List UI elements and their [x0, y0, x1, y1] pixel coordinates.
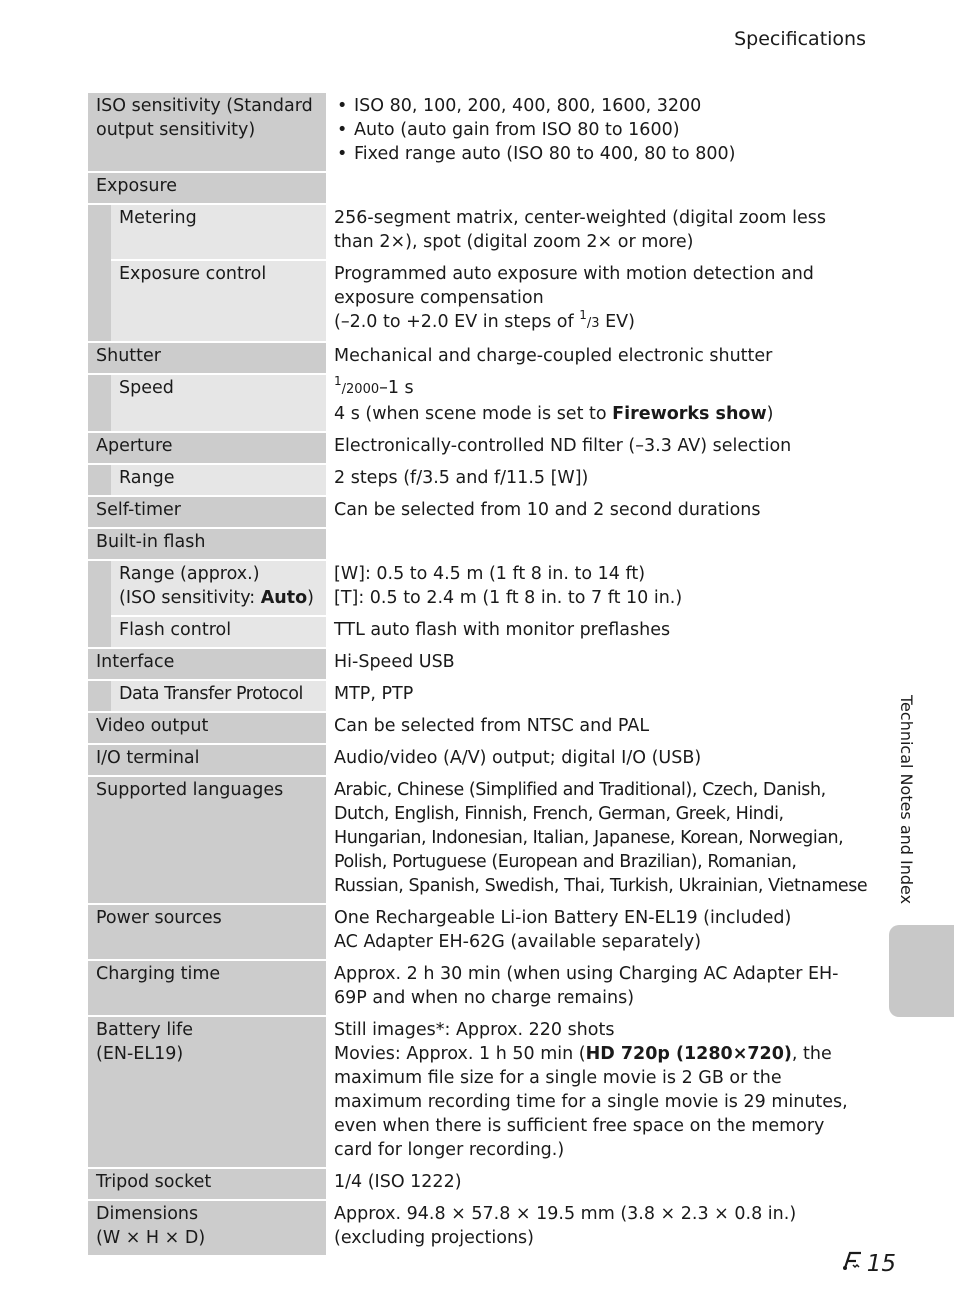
spec-sublabel: Exposure control	[111, 260, 326, 342]
spec-value: MTP, PTP	[326, 680, 868, 712]
specifications-table	[88, 93, 868, 1257]
spec-row-io-terminal	[88, 744, 868, 776]
spec-sublabel: Metering	[111, 204, 326, 260]
spec-value: 2 steps (f/3.5 and f/11.5 [W])	[326, 464, 868, 496]
spec-value: Hi-Speed USB	[326, 648, 868, 680]
spec-row-built-in-flash	[88, 528, 868, 560]
spec-label: Built-in flash	[88, 528, 326, 560]
list-item: • Auto (auto gain from ISO 80 to 1600)	[334, 118, 868, 142]
spec-label: ISO sensitivity (Standard output sensitivity)	[88, 93, 326, 172]
spec-sublabel: Range (approx.)	[119, 564, 260, 584]
spec-row-power-sources	[88, 904, 868, 960]
spec-sublabel: Speed	[111, 374, 326, 432]
spec-label: Power sources	[88, 904, 326, 960]
spec-label: Supported languages	[88, 776, 326, 904]
spec-label: Dimensions	[96, 1204, 199, 1224]
spec-value: Still images*: Approx. 220 shots	[334, 1020, 615, 1040]
spec-sublabel: Data Transfer Protocol	[111, 680, 326, 712]
spec-value: Programmed auto exposure with motion detection and exposure compensation	[334, 264, 814, 308]
spec-value: Electronically-controlled ND filter (–3.3 AV) selection	[326, 432, 868, 464]
list-item: • ISO 80, 100, 200, 400, 800, 1600, 3200	[334, 94, 868, 118]
spec-value: TTL auto flash with monitor preflashes	[326, 616, 868, 648]
spec-row-supported-languages	[88, 776, 868, 904]
spec-value: Can be selected from 10 and 2 second durations	[326, 496, 868, 528]
spec-label-line: (W × H × D)	[96, 1228, 206, 1248]
spec-row-iso	[88, 93, 868, 172]
spec-row-dimensions	[88, 1200, 868, 1256]
spec-value: Arabic, Chinese (Simplified and Traditional), Czech, Danish, Dutch, English, Finnish, French, German, Greek, Hindi, Hungarian, Indonesian, Italian, Japanese, Korean, Norwegian, Polish, Portuguese (European and Brazilian), Romanian, Russian, Spanish, Swedish, Thai, Turkish, Ukrainian, Vietnamese	[326, 776, 868, 904]
spec-row-battery-life	[88, 1016, 868, 1168]
page-number	[841, 1249, 896, 1277]
spec-subrow-exposure-control	[88, 260, 868, 342]
spec-row-aperture	[88, 432, 868, 464]
spec-row-shutter	[88, 342, 868, 374]
spec-row-exposure	[88, 172, 868, 204]
spec-subrow-metering	[88, 204, 868, 260]
spec-value-line: $^1$/2000–1 s	[334, 374, 414, 398]
spec-value: Approx. 2 h 30 min (when using Charging AC Adapter EH-69P and when no charge remains)	[326, 960, 868, 1016]
spec-sublabel: Flash control	[111, 616, 326, 648]
spec-value: Audio/video (A/V) output; digital I/O (USB)	[326, 744, 868, 776]
spec-value-line: Movies: Approx. 1 h 50 min (HD 720p (1280×720), the maximum file size for a single movie is 2 GB or the maximum recording time for a single movie is 29 minutes, even when there is sufficient free space on the memory card for longer recording.)	[334, 1044, 848, 1160]
technical-notes-icon	[841, 1249, 865, 1277]
spec-label: Shutter	[88, 342, 326, 374]
spec-value: One Rechargeable Li-ion Battery EN-EL19 (included)	[334, 908, 792, 928]
spec-row-tripod-socket	[88, 1168, 868, 1200]
page-number-value: 15	[866, 1251, 896, 1277]
spec-label: Interface	[88, 648, 326, 680]
spec-value: 1/4 (ISO 1222)	[326, 1168, 868, 1200]
spec-row-self-timer	[88, 496, 868, 528]
spec-label: Charging time	[88, 960, 326, 1016]
spec-value: [T]: 0.5 to 2.4 m (1 ft 8 in. to 7 ft 10 in.)	[334, 588, 683, 608]
side-section-tab	[889, 925, 954, 1017]
spec-sublabel: Range	[111, 464, 326, 496]
spec-value: [W]: 0.5 to 4.5 m (1 ft 8 in. to 14 ft)	[334, 564, 646, 584]
spec-label-line: (EN-EL19)	[96, 1044, 184, 1064]
spec-subrow-range	[88, 464, 868, 496]
spec-value: Mechanical and charge-coupled electronic shutter	[326, 342, 868, 374]
page-header-title: Specifications	[734, 28, 866, 50]
spec-sublabel-line: (ISO sensitivity: Auto)	[119, 588, 314, 608]
spec-label: Aperture	[88, 432, 326, 464]
spec-value: AC Adapter EH-62G (available separately)	[334, 932, 702, 952]
list-item: • Fixed range auto (ISO 80 to 400, 80 to 800)	[334, 142, 868, 166]
spec-label: Battery life	[96, 1020, 193, 1040]
spec-subrow-flash-range	[88, 560, 868, 616]
spec-label: Video output	[88, 712, 326, 744]
spec-row-charging-time	[88, 960, 868, 1016]
spec-subrow-speed	[88, 374, 868, 432]
spec-value-line: (–2.0 to +2.0 EV in steps of $^1$/3 EV)	[334, 308, 635, 332]
iso-value-list	[334, 94, 868, 166]
spec-row-interface	[88, 648, 868, 680]
spec-subrow-data-transfer-protocol	[88, 680, 868, 712]
side-section-label: Technical Notes and Index	[897, 695, 916, 905]
spec-label: Exposure	[88, 172, 326, 204]
spec-value-line: 4 s (when scene mode is set to Fireworks show)	[334, 404, 774, 424]
spec-label: Self-timer	[88, 496, 326, 528]
spec-value: 256-segment matrix, center-weighted (digital zoom less than 2×), spot (digital zoom 2× or more)	[326, 204, 868, 260]
spec-label: I/O terminal	[88, 744, 326, 776]
spec-value: Approx. 94.8 × 57.8 × 19.5 mm (3.8 × 2.3 × 0.8 in.) (excluding projections)	[326, 1200, 868, 1256]
spec-row-video-output	[88, 712, 868, 744]
spec-subrow-flash-control	[88, 616, 868, 648]
spec-value: Can be selected from NTSC and PAL	[326, 712, 868, 744]
spec-label: Tripod socket	[88, 1168, 326, 1200]
